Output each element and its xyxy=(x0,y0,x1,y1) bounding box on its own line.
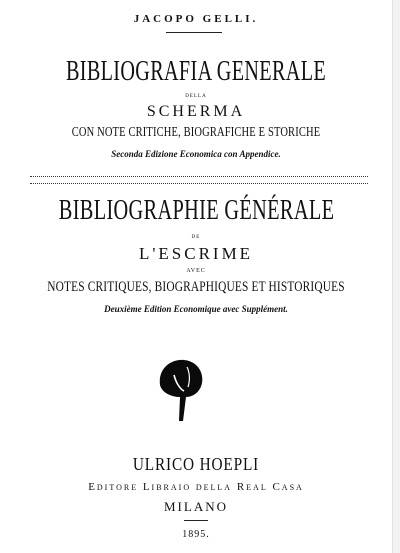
french-subtitle: NOTES CRITIQUES, BIOGRAPHIQUES ET HISTORIQUES xyxy=(47,279,345,295)
publisher-name: ULRICO HOEPLI xyxy=(132,454,260,474)
page-edge xyxy=(392,0,400,553)
author-name: JACOPO GELLI. xyxy=(133,13,259,25)
publication-year: 1895. xyxy=(182,529,210,540)
french-connector: DE xyxy=(191,235,201,240)
author-rule xyxy=(166,32,222,33)
italian-subject: SCHERMA xyxy=(146,103,246,120)
french-subject: L'ESCRIME xyxy=(138,244,254,263)
italian-title: BIBLIOGRAFIA GENERALE xyxy=(65,56,327,87)
french-connector-avec: AVEC xyxy=(186,268,206,274)
publisher-description: Editore Libraio della Real Casa xyxy=(88,481,304,493)
italian-subtitle: CON NOTE CRITICHE, BIOGRAFICHE E STORICHE xyxy=(71,125,321,140)
publisher-city: MILANO xyxy=(164,499,228,514)
italian-edition: Seconda Edizione Economica con Appendice. xyxy=(111,149,281,159)
publisher-mark-icon xyxy=(152,355,207,425)
french-edition: Deuxième Edition Economique avec Supplément. xyxy=(104,304,288,314)
italian-connector: DELLA xyxy=(185,94,207,99)
year-rule xyxy=(184,520,208,521)
decorative-divider xyxy=(30,176,368,184)
french-title: BIBLIOGRAPHIE GÉNÉRALE xyxy=(58,194,335,226)
